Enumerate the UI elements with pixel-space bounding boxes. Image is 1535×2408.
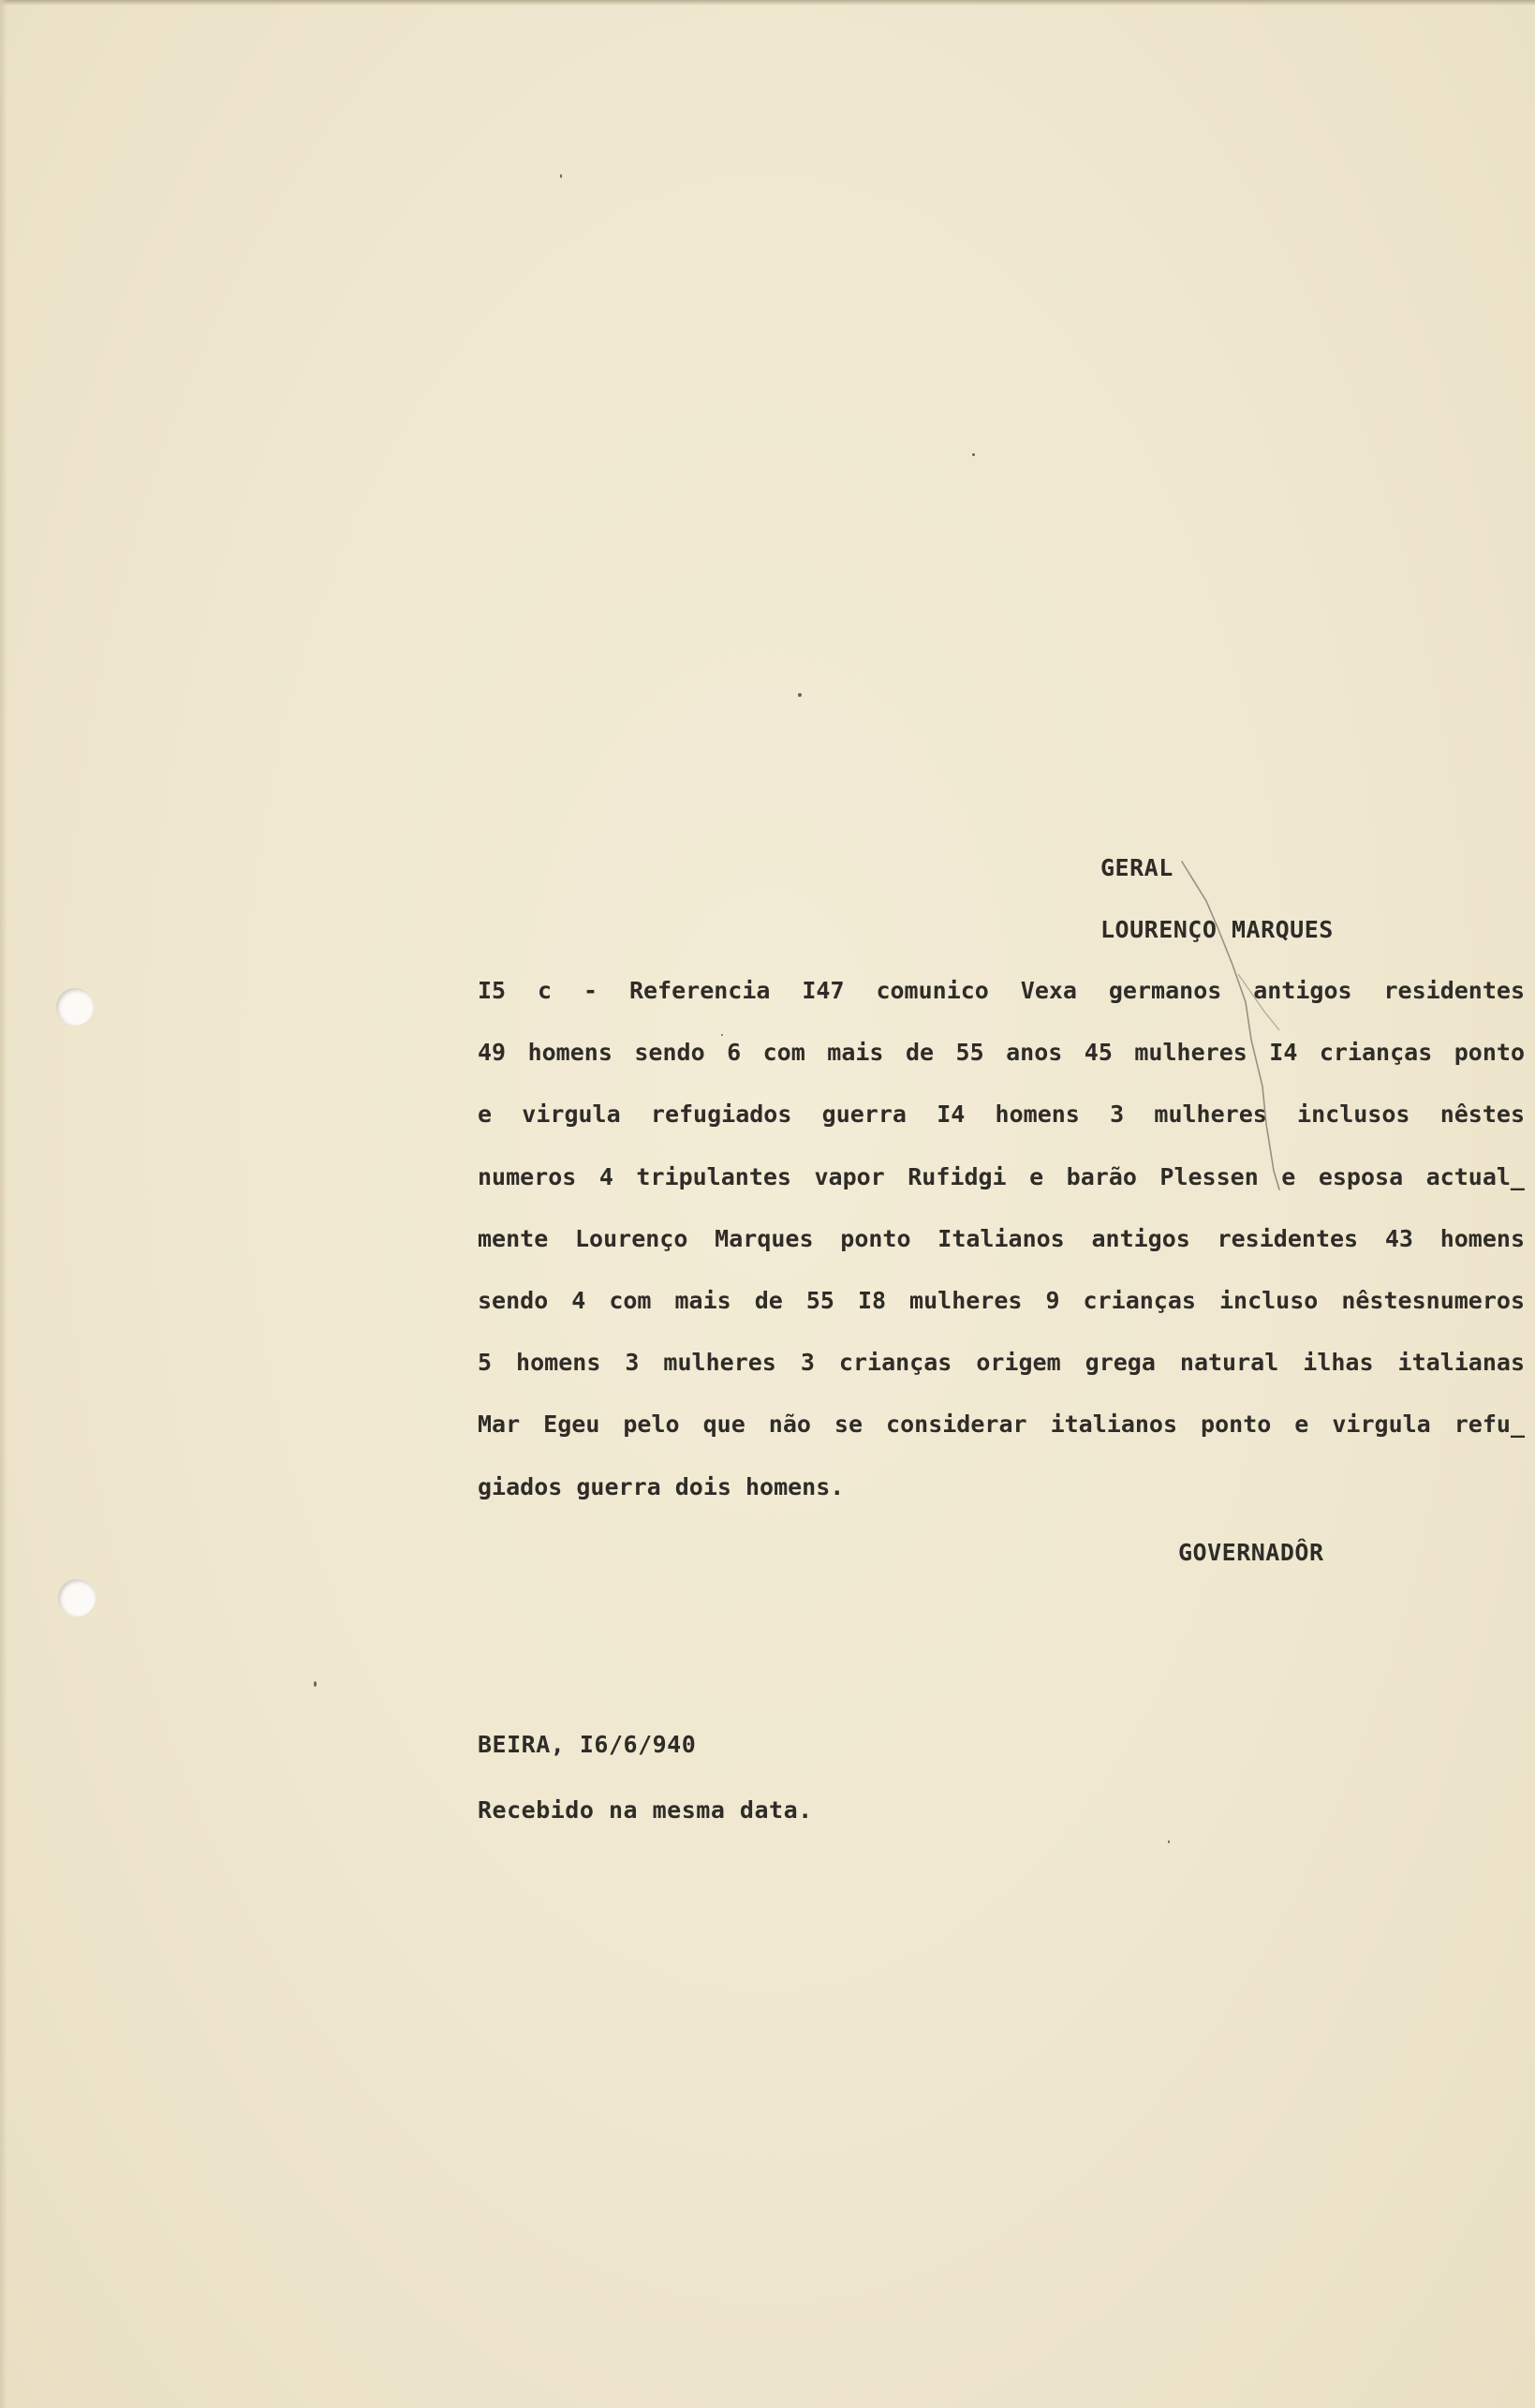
body-line: I5 c - Referencia I47 comunico Vexa germanos antigos residentes — [478, 977, 1525, 1004]
body-line: 5 homens 3 mulheres 3 crianças origem grega natural ilhas italianas — [478, 1349, 1525, 1377]
paper-top-edge — [0, 0, 1535, 6]
body-line: numeros 4 tripulantes vapor Rufidgi e barão Plessen e esposa actual_ — [478, 1162, 1525, 1190]
date-line: BEIRA, I6/6/940 — [478, 1731, 697, 1758]
signature: GOVERNADÔR — [1178, 1539, 1324, 1566]
addressee-line: GERAL — [1100, 854, 1173, 881]
punch-hole — [56, 988, 94, 1026]
body-line: 49 homens sendo 6 com mais de 55 anos 45 mulheres I4 crianças ponto — [478, 1039, 1525, 1067]
paper-left-edge — [0, 0, 7, 2408]
body-line: mente Lourenço Marques ponto Italianos antigos residentes 43 homens — [478, 1224, 1525, 1252]
addressee-city: LOURENÇO MARQUES — [1100, 916, 1334, 943]
body-line: giados guerra dois homens. — [478, 1472, 845, 1500]
received-note: Recebido na mesma data. — [478, 1796, 813, 1824]
body-line: Mar Egeu pelo que não se considerar italianos ponto e virgula refu_ — [478, 1411, 1525, 1439]
telegram-body — [478, 977, 1525, 1535]
punch-hole — [58, 1579, 96, 1617]
body-line: e virgula refugiados guerra I4 homens 3 mulheres inclusos nêstes — [478, 1101, 1525, 1129]
body-line: sendo 4 com mais de 55 I8 mulheres 9 crianças incluso nêstesnumeros — [478, 1286, 1525, 1314]
